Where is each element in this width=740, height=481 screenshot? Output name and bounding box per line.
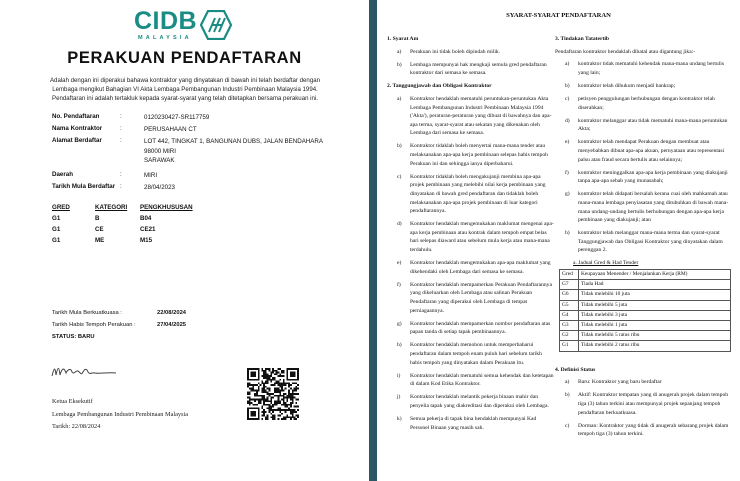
condition-item	[387, 173, 555, 216]
item-marker: a)	[565, 61, 570, 68]
item-marker: b)	[565, 82, 570, 89]
field-value: MIRI	[144, 172, 158, 179]
tender-table-row	[560, 300, 731, 310]
condition-item	[387, 320, 555, 337]
condition-item	[387, 220, 555, 254]
tender-table-row	[560, 331, 731, 341]
cidb-hexagon-icon	[200, 10, 232, 40]
item-text: kontraktor telah dihukum menjadi bankrap;	[578, 82, 676, 89]
item-marker: f)	[565, 169, 569, 176]
condition-item	[555, 229, 733, 255]
item-text: Kontraktor hendaklah mematuhi semua kehendak dan ketetapan di dalam Kod Etika Kontraktor.	[410, 372, 554, 388]
cell-grade: G2	[560, 331, 579, 341]
logo-brand: CIDB	[134, 7, 198, 35]
item-marker: c)	[397, 173, 402, 180]
condition-item	[555, 95, 733, 112]
status-badge: STATUS: BARU	[52, 334, 95, 340]
cell-grade: G1	[560, 341, 579, 351]
validity-end-label: Tarikh Habis Tempoh Perakuan :	[52, 322, 136, 328]
condition-item	[555, 60, 733, 77]
item-text: Kontraktor tidaklah boleh menyertai mana-mana tender atau melaksanakan apa-apa kerja pembinaan selepas habis tempoh Perakuan ini dan sehingga ianya diperbaharui.	[410, 143, 548, 167]
field-value: 0120230427-SR117759	[144, 114, 210, 121]
cell-limit: Tidak melebihi 1 juta	[579, 321, 731, 331]
cell-grade: G1	[52, 226, 61, 233]
address-line: 98000 MIRI	[144, 147, 176, 155]
field-label: No. Pendaftaran	[52, 113, 100, 120]
condition-item	[555, 82, 733, 91]
tender-table-row	[560, 290, 731, 300]
item-text: Kontraktor hendaklah mengemukakan apa-apa maklumat yang dikehendaki oleh Lembaga dari semasa ke semasa.	[410, 260, 551, 275]
field-label: Nama Kontraktor	[52, 125, 103, 132]
conditions-left-column	[387, 35, 555, 437]
validity-start-label: Tarikh Mula Berkuatkuasa :	[52, 310, 122, 316]
condition-item	[387, 415, 555, 432]
item-text: Kontraktor hendaklah memohon untuk memperbaharui pendaftaran dalam tempoh enam puluh hari sebelum tarikh habis tempoh yang dinyatakan dalam Perakuan itu.	[410, 342, 542, 366]
item-text: kontraktor tidak mematuhi kehendak mana-mana undang bertulis yang lain;	[578, 61, 725, 76]
tender-table-row	[560, 341, 731, 351]
cell-specialization: M15	[140, 237, 153, 244]
item-text: kontraktor telah melanggar mana-mana terma dan syarat-syarat Tanggungjawab dan Obligasi Kontraktor yang dinyatakan dalam perenggan 2.	[578, 230, 723, 254]
cell-specialization: B04	[140, 215, 152, 222]
validity-start-value: 22/08/2024	[157, 310, 187, 316]
certificate-intro: Adalah dengan ini diperakui bahawa kontraktor yang dinyatakan di bawah ini telah berdaftar dengan Lembaga mengikut Bahagian VI Akta Lembaga Pembangunan Industri Pembinaan Malaysia 1994. Pendaftaran ini adalah tertakluk kepada syarat-syarat yang telah ditetapkan bersama perakuan ini.	[49, 77, 320, 102]
field-label: Alamat Berdaftar	[52, 137, 102, 144]
tender-table-header	[560, 270, 731, 280]
cidb-logo	[134, 8, 232, 42]
conditions-title: SYARAT-SYARAT PENDAFTARAN	[506, 12, 611, 19]
conditions-right-column	[555, 35, 733, 443]
section-heading: 4. Definisi Status	[555, 366, 596, 373]
cell-category: B	[95, 215, 100, 222]
condition-item	[387, 142, 555, 168]
page-divider	[369, 0, 377, 481]
condition-item	[387, 61, 555, 78]
item-marker: b)	[397, 61, 402, 68]
condition-item	[387, 281, 555, 315]
item-text: kontraktor melanggar atau tidak mematuhi mana-mana peruntukan Akta;	[578, 117, 728, 133]
header-category: KATEGORI	[95, 204, 128, 211]
condition-item	[555, 190, 733, 224]
item-text: kontraktor meninggalkan apa-apa kerja pembinaan yang diakujanji tanpa apa-apa sebab yang munasabah;	[578, 169, 728, 185]
tender-limit-table	[559, 269, 731, 352]
cell-grade: G1	[52, 215, 61, 222]
condition-item	[387, 372, 555, 389]
item-marker: d)	[397, 221, 402, 228]
condition-item	[555, 138, 733, 164]
condition-item	[555, 169, 733, 186]
item-text: Baru: Kontraktor yang baru berdaftar	[578, 379, 662, 386]
item-text: Kontraktor hendaklah mempamerkan nombor pendaftaran atas papan tanda di setiap tapak pembinaannya.	[410, 320, 551, 336]
section-lead: Pendaftaran kontraktor hendaklah dibatal atau digantung jika:-	[555, 48, 696, 55]
cell-category: CE	[95, 226, 104, 233]
condition-item	[387, 95, 555, 138]
item-marker: f)	[397, 281, 401, 288]
item-marker: g)	[565, 191, 570, 198]
condition-item	[555, 391, 733, 417]
item-text: kontraktor telah didapati bersalah kerana cuai oleh mahkamah atau mana-mana lembaga penyiasatan yang ditubuhkan di bawah mana-mana undang-undang bertulis berhubungan dengan apa-apa kerja pembinaan yang diakujanji; atau	[578, 191, 729, 224]
item-marker: d)	[565, 117, 570, 124]
header-specialization: PENGKHUSUSAN	[140, 204, 193, 211]
signatory-block	[52, 396, 188, 434]
cell-limit: Tidak melebihi 10 juta	[579, 290, 731, 300]
item-text: Kontraktor hendaklah mempamerkan Perakuan Pendaftarannya yang dikeluarkan oleh Lembaga atau salinan Perakuan Pendaftaran yang diperakui oleh Lembaga di tempat perniagaannya.	[410, 281, 552, 314]
tender-table-caption: a. Jadual Gred & Had Tender	[573, 260, 639, 267]
item-marker: g)	[397, 320, 402, 327]
cell-limit: Tidak melebihi 5 juta	[579, 300, 731, 310]
item-marker: h)	[565, 230, 570, 237]
cell-grade: G3	[560, 321, 579, 331]
condition-item	[387, 341, 555, 367]
cell-specialization: CE21	[140, 226, 156, 233]
item-text: Kontraktor hendaklah melantik pekerja binaan mahir dan penyelia tapak yang diakreditasi dan diperakui oleh Lembaga.	[410, 394, 549, 409]
item-text: kontraktor telah mendapat Perakuan dengan membuat atau menyebabkan dibuat apa-apa akuan, pernyataan atau representasi palsu atau fraud secara bertulis atau selainnya;	[578, 139, 725, 163]
item-text: Aktif: Kontraktor tempatan yang di anugerah projek dalam tempoh tiga (3) tahun terkini atau mempunyai projek sepanjang tempoh pendaftaran berkuatkuasa.	[578, 392, 729, 416]
item-marker: c)	[565, 422, 570, 429]
condition-item	[555, 378, 733, 387]
signatory-date: Tarikh: 22/08/2024	[52, 423, 101, 430]
field-value: PERUSAHAAN CT	[144, 126, 197, 133]
item-text: petisyen penggulungan berhubungan dengan kontraktor telah diserahkan;	[578, 95, 715, 111]
cell-grade: G4	[560, 310, 579, 320]
tender-table-row	[560, 280, 731, 290]
condition-item	[387, 259, 555, 276]
field-colon: :	[120, 113, 122, 120]
section-heading: 3. Tindakan Tatatertib	[555, 36, 610, 42]
section-heading: 1. Syarat Am	[387, 36, 419, 42]
item-marker: i)	[397, 372, 401, 379]
signature-icon	[50, 362, 120, 380]
field-colon: :	[120, 171, 122, 178]
address-line: SARAWAK	[144, 157, 175, 164]
field-label: Tarikh Mula Berdaftar	[52, 183, 116, 190]
item-text: Perakuan ini tidak boleh dipindah milik.	[410, 48, 501, 55]
item-marker: c)	[565, 95, 570, 102]
section-heading: 2. Tanggungjawab dan Obligasi Kontraktor	[387, 83, 492, 90]
item-text: Semua pekerja di tapak bina hendaklah mempunyai Kad Personel Binaan yang masih sah.	[410, 415, 537, 431]
address-line: LOT 442, TINGKAT 1, BANGUNAN DUBS, JALAN BENDAHARA	[144, 138, 324, 145]
field-colon: :	[120, 137, 122, 144]
conditions-page	[377, 0, 740, 481]
header-grade: GRED	[52, 204, 70, 211]
field-value: 28/04/2023	[144, 184, 175, 191]
field-colon: :	[120, 183, 122, 190]
item-marker: e)	[397, 260, 402, 267]
item-marker: b)	[397, 143, 402, 150]
field-colon: :	[120, 125, 122, 132]
condition-item	[555, 117, 733, 134]
condition-item	[387, 393, 555, 410]
certificate-title: PERAKUAN PENDAFTARAN	[67, 49, 302, 67]
header-grade: Gred	[560, 270, 579, 280]
item-text: Kontraktor hendaklah mengemukakan maklumat mengenai apa-apa kerja pembinaan atau kontrak dalam tempoh empat belas hari selepas diaward atau sebelum mula kerja atau mana-mana terdahulu.	[410, 221, 554, 253]
cell-limit: Tiada Had	[579, 280, 731, 290]
qr-code-icon	[247, 368, 299, 420]
cell-limit: Tidak melebihi 3 juta	[579, 310, 731, 320]
item-marker: k)	[397, 415, 402, 422]
item-marker: b)	[565, 392, 570, 399]
tender-table-row	[560, 321, 731, 331]
certificate-page	[0, 0, 369, 481]
cell-grade: G7	[560, 280, 579, 290]
item-marker: j)	[397, 394, 401, 401]
item-marker: e)	[565, 139, 570, 146]
item-text: Lembaga mempunyai hak mengkaji semula gred pendaftaran kontraktor dari semasa ke semasa.	[410, 61, 547, 77]
signatory-org: Lembaga Pembangunan Industri Pembinaan Malaysia	[52, 410, 189, 418]
item-marker: a)	[565, 379, 570, 386]
cell-limit: Tidak melebihi 5 ratus ribu	[579, 331, 731, 341]
cell-grade: G5	[560, 300, 579, 310]
tender-table-row	[560, 310, 731, 320]
item-marker: h)	[397, 342, 402, 349]
signatory-title: Ketua Eksekutif	[52, 398, 93, 405]
item-marker: a)	[397, 48, 402, 55]
field-label: Daerah	[52, 171, 73, 178]
item-text: Kontraktor tidaklah boleh mengakujanji membina apa-apa projek pembinaan yang melebihi nilai kerja pembinaan yang dinyatakan di bawah gred pendaftaran dan tidaklah boleh melaksanakan apa-apa projek pembinaan di luar kategori pendaftarannya.	[410, 173, 546, 215]
condition-item	[387, 48, 555, 57]
status-definitions	[555, 366, 733, 439]
cell-category: ME	[95, 237, 105, 244]
cell-grade: G6	[560, 290, 579, 300]
cell-grade: G1	[52, 237, 61, 244]
condition-item	[555, 422, 733, 439]
cell-limit: Tidak melebihi 2 ratus ribu	[579, 341, 731, 351]
item-text: Dorman: Kontraktor yang tidak di anugerah sebarang projek dalam tempoh tiga (3) tahun terkini.	[578, 422, 729, 438]
validity-end-value: 27/04/2025	[157, 322, 187, 328]
item-marker: a)	[397, 95, 402, 102]
logo-subtitle: MALAYSIA	[138, 35, 192, 41]
item-text: Kontraktor hendaklah mematuhi peruntukan-peruntukan Akta Lembaga Pembangunan Industri Pembinaan Malaysia 1994 ('Akta'), peraturan-peraturan yang dibuat di bawahnya dan apa-apa terma, syarat-syarat atau sekatan yang dikenakan oleh Lembaga dari semasa ke semasa.	[410, 95, 552, 137]
header-capacity: Keupayaan Menender / Menjalankan Kerja (RM)	[579, 270, 731, 280]
